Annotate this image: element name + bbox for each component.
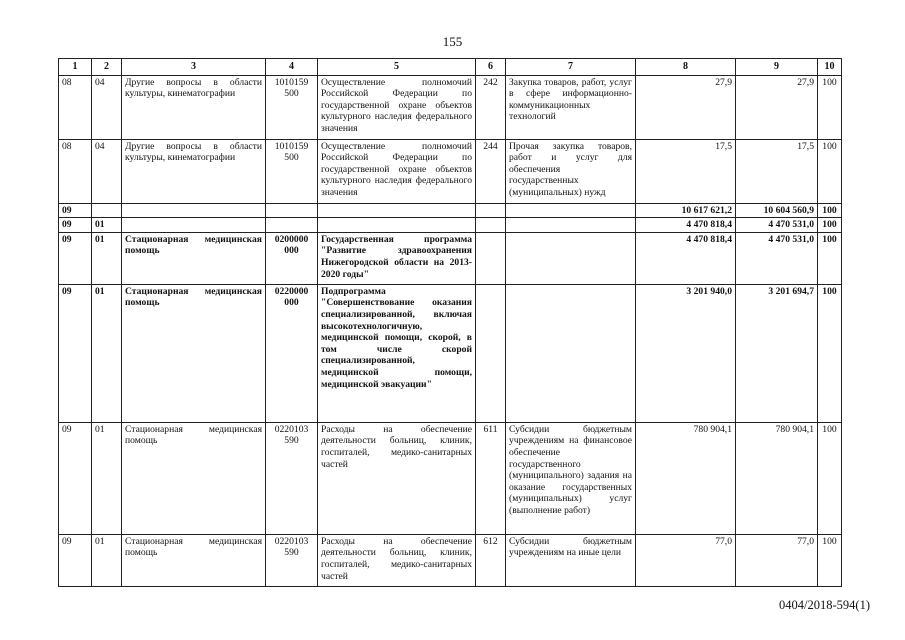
expense-type-code <box>476 232 506 284</box>
executed-amount: 4 470 531,0 <box>736 232 818 284</box>
table-row <box>59 534 842 586</box>
expense-type-code <box>476 284 506 422</box>
section-code: 09 <box>59 203 92 218</box>
table-row <box>59 422 842 534</box>
target-article-name: Подпрограмма "Совершенствование оказания специализированной, включая высокотехнологичную, медицинской помощи, скорой, в том числе скорой специализированной, медицинской помощи, медицинской эвакуации" <box>318 284 476 422</box>
target-article-code: 0220103 590 <box>266 534 318 586</box>
section-name: Стационарная медицинская помощь <box>122 284 266 422</box>
target-article-code: 1010159 500 <box>266 139 318 203</box>
document-code: 0404/2018-594(1) <box>779 598 870 612</box>
execution-percent: 100 <box>818 75 842 139</box>
executed-amount: 77,0 <box>736 534 818 586</box>
table-row <box>59 284 842 422</box>
section-name: Стационарная медицинская помощь <box>122 422 266 534</box>
expense-type-name <box>506 232 636 284</box>
target-article-name: Государственная программа "Развитие здравоохранения Нижегородской области на 2013-2020 годы" <box>318 232 476 284</box>
subsection-code: 01 <box>92 232 122 284</box>
target-article-code <box>266 203 318 218</box>
column-header: 10 <box>818 59 842 76</box>
column-header: 5 <box>318 59 476 76</box>
table-row <box>59 218 842 233</box>
expense-type-code <box>476 203 506 218</box>
expense-type-name <box>506 203 636 218</box>
target-article-code: 0220000 000 <box>266 284 318 422</box>
subsection-code: 04 <box>92 75 122 139</box>
section-code: 09 <box>59 218 92 233</box>
target-article-name: Осуществление полномочий Российской Федерации по государственной охране объектов культурного наследия федерального значения <box>318 139 476 203</box>
expense-type-name <box>506 284 636 422</box>
expense-type-name: Закупка товаров, работ, услуг в сфере информационно-коммуникационных технологий <box>506 75 636 139</box>
target-article-code: 0200000 000 <box>266 232 318 284</box>
target-article-code: 0220103 590 <box>266 422 318 534</box>
section-code: 09 <box>59 284 92 422</box>
column-header: 6 <box>476 59 506 76</box>
column-header: 3 <box>122 59 266 76</box>
expense-type-code <box>476 218 506 233</box>
expense-type-code: 612 <box>476 534 506 586</box>
subsection-code: 04 <box>92 139 122 203</box>
section-name <box>122 218 266 233</box>
executed-amount: 27,9 <box>736 75 818 139</box>
execution-percent: 100 <box>818 232 842 284</box>
expense-type-name: Прочая закупка товаров, работ и услуг для обеспечения государственных (муниципальных) нужд <box>506 139 636 203</box>
section-name: Стационарная медицинская помощь <box>122 534 266 586</box>
planned-amount: 4 470 818,4 <box>636 218 736 233</box>
section-code: 09 <box>59 534 92 586</box>
column-header: 9 <box>736 59 818 76</box>
target-article-name: Осуществление полномочий Российской Федерации по государственной охране объектов культурного наследия федерального значения <box>318 75 476 139</box>
target-article-name <box>318 218 476 233</box>
header-row <box>59 59 842 76</box>
execution-percent: 100 <box>818 218 842 233</box>
planned-amount: 10 617 621,2 <box>636 203 736 218</box>
target-article-code: 1010159 500 <box>266 75 318 139</box>
section-name <box>122 203 266 218</box>
expense-type-name: Субсидии бюджетным учреждениям на иные цели <box>506 534 636 586</box>
planned-amount: 780 904,1 <box>636 422 736 534</box>
executed-amount: 4 470 531,0 <box>736 218 818 233</box>
subsection-code: 01 <box>92 534 122 586</box>
executed-amount: 17,5 <box>736 139 818 203</box>
planned-amount: 4 470 818,4 <box>636 232 736 284</box>
column-header: 7 <box>506 59 636 76</box>
target-article-name: Расходы на обеспечение деятельности больниц, клиник, госпиталей, медико-санитарных частей <box>318 422 476 534</box>
section-code: 09 <box>59 422 92 534</box>
subsection-code: 01 <box>92 218 122 233</box>
execution-percent: 100 <box>818 203 842 218</box>
column-header: 8 <box>636 59 736 76</box>
subsection-code: 01 <box>92 422 122 534</box>
table-row <box>59 75 842 139</box>
section-code: 09 <box>59 232 92 284</box>
planned-amount: 27,9 <box>636 75 736 139</box>
page-number: 155 <box>442 34 463 49</box>
planned-amount: 17,5 <box>636 139 736 203</box>
section-code: 08 <box>59 75 92 139</box>
execution-percent: 100 <box>818 284 842 422</box>
executed-amount: 10 604 560,9 <box>736 203 818 218</box>
column-header: 4 <box>266 59 318 76</box>
execution-percent: 100 <box>818 422 842 534</box>
section-name: Стационарная медицинская помощь <box>122 232 266 284</box>
expense-type-name <box>506 218 636 233</box>
expense-type-name: Субсидии бюджетным учреждениям на финансовое обеспечение государственного (муниципального) задания на оказание государственных (муниципальных) услуг (выполнение работ) <box>506 422 636 534</box>
expense-type-code: 244 <box>476 139 506 203</box>
target-article-name <box>318 203 476 218</box>
table-row <box>59 232 842 284</box>
target-article-code <box>266 218 318 233</box>
execution-percent: 100 <box>818 139 842 203</box>
budget-table <box>58 58 842 587</box>
planned-amount: 77,0 <box>636 534 736 586</box>
section-name: Другие вопросы в области культуры, кинематографии <box>122 75 266 139</box>
executed-amount: 3 201 694,7 <box>736 284 818 422</box>
expense-type-code: 242 <box>476 75 506 139</box>
table-row <box>59 203 842 218</box>
subsection-code <box>92 203 122 218</box>
expense-type-code: 611 <box>476 422 506 534</box>
subsection-code: 01 <box>92 284 122 422</box>
section-code: 08 <box>59 139 92 203</box>
column-header: 1 <box>59 59 92 76</box>
section-name: Другие вопросы в области культуры, кинематографии <box>122 139 266 203</box>
executed-amount: 780 904,1 <box>736 422 818 534</box>
table-row <box>59 139 842 203</box>
column-header: 2 <box>92 59 122 76</box>
planned-amount: 3 201 940,0 <box>636 284 736 422</box>
execution-percent: 100 <box>818 534 842 586</box>
target-article-name: Расходы на обеспечение деятельности больниц, клиник, госпиталей, медико-санитарных частей <box>318 534 476 586</box>
